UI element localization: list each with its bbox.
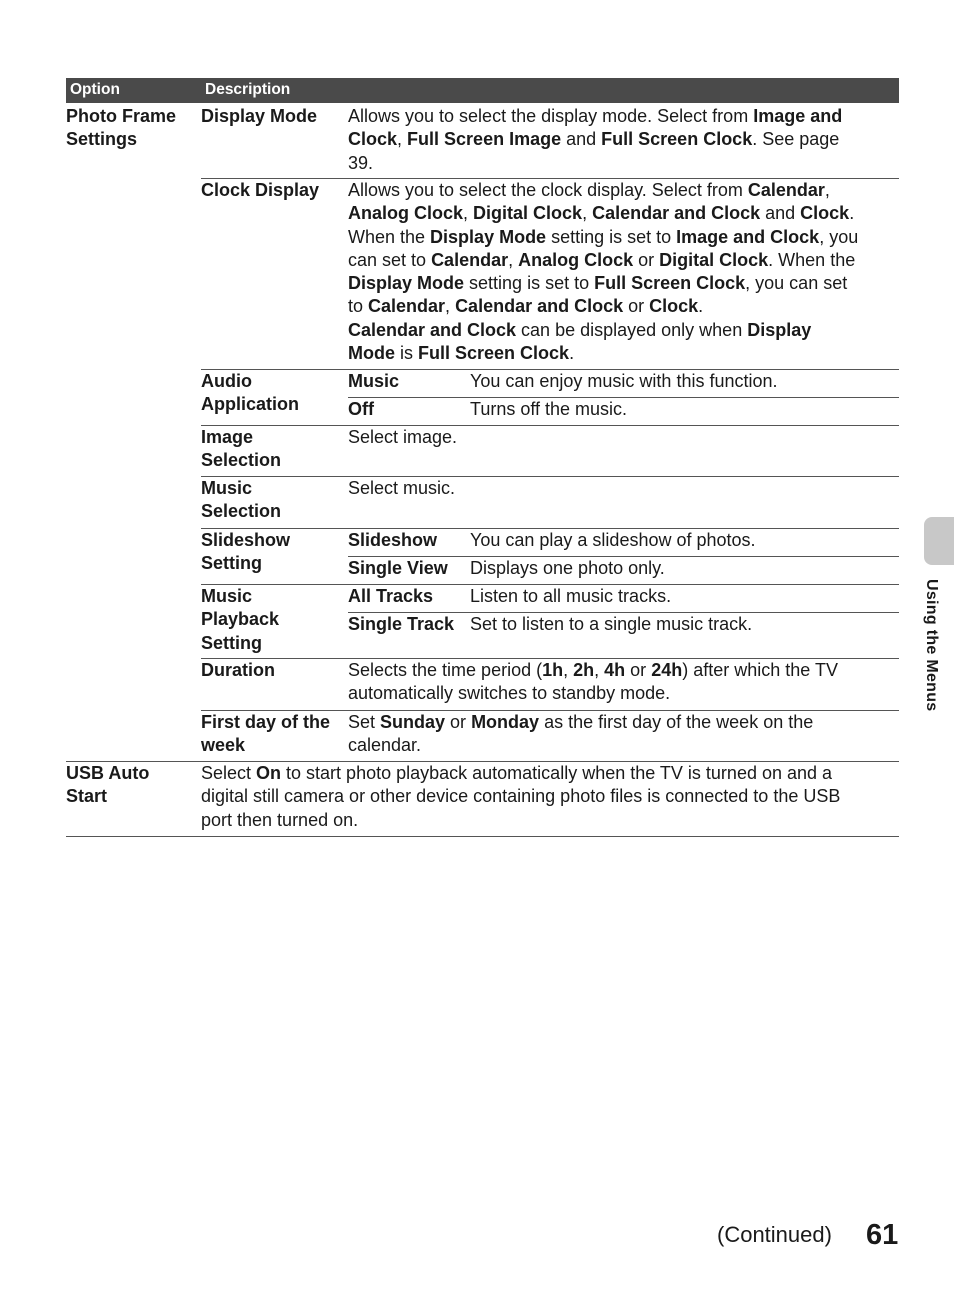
slideshow-option-slideshow: Slideshow [348, 530, 438, 550]
slideshow-option-single-view-desc: Displays one photo only. [470, 558, 665, 578]
display-mode-row [66, 105, 899, 178]
playback-option-all-tracks-desc: Listen to all music tracks. [470, 586, 672, 606]
usb-auto-start-desc: Select On to start photo playback automatically when the TV is turned on and a digital still camera or other device containing photo files is connected to the USB port then turned on. [201, 763, 841, 830]
usb-auto-start-row [66, 762, 899, 836]
audio-option-music: Music [348, 371, 400, 391]
header-option: Option [70, 81, 120, 98]
page-number: 61 [866, 1219, 899, 1251]
audio-option-off-desc: Turns off the music. [470, 399, 628, 419]
duration-desc: Selects the time period (1h, 2h, 4h or 24h) after which the TV automatically switches to standby mode. [348, 660, 838, 704]
usb-auto-start-label: USB Auto Start [66, 763, 150, 807]
divider [66, 836, 899, 837]
image-selection-label: Image Selection [201, 427, 282, 471]
slideshow-setting-label: Slideshow Setting [201, 530, 291, 574]
first-day-desc: Set Sunday or Monday as the first day of the week on the calendar. [348, 712, 814, 756]
audio-option-music-desc: You can enjoy music with this function. [470, 371, 778, 391]
section-tab [924, 517, 954, 565]
audio-option-off: Off [348, 399, 374, 419]
settings-table [66, 78, 899, 830]
continued-label: (Continued) [717, 1222, 832, 1247]
slideshow-setting-row [66, 529, 899, 584]
clock-display-label: Clock Display [201, 180, 320, 200]
duration-row [66, 659, 899, 710]
clock-display-row [66, 179, 899, 369]
section-label: Using the Menus [923, 579, 940, 712]
music-selection-label: Music Selection [201, 478, 282, 522]
clock-display-desc: Allows you to select the clock display. Select from Calendar, Analog Clock, Digital Clock, Calendar and Clock and Clock. When the Display Mode setting is set to Image and Clock, you can set to Calendar, Analog Clock or Digital Clock. When the Display Mode setting is set to Full Screen Clock, you can set to Calendar, Calendar and Clock or Clock. Calendar and Clock can be displayed only when Display Mode is Full Screen Clock. [348, 180, 859, 364]
first-day-label: First day of the week [201, 712, 331, 756]
music-playback-row [66, 585, 899, 658]
duration-label: Duration [201, 660, 275, 680]
display-mode-desc: Allows you to select the display mode. Select from Image and Clock, Full Screen Image and Full Screen Clock. See page 39. [348, 106, 843, 173]
first-day-row [66, 711, 899, 761]
table-header [66, 78, 899, 103]
image-selection-row [66, 426, 899, 476]
playback-option-single-track: Single Track [348, 614, 455, 634]
playback-option-single-track-desc: Set to listen to a single music track. [470, 614, 753, 634]
audio-application-label: Audio Application [201, 371, 299, 415]
image-selection-desc: Select image. [348, 427, 458, 447]
display-mode-label: Display Mode [201, 106, 318, 126]
header-description: Description [205, 81, 291, 98]
slideshow-option-single-view: Single View [348, 558, 448, 578]
audio-application-row [66, 370, 899, 425]
music-selection-row [66, 477, 899, 528]
music-playback-label: Music Playback Setting [201, 586, 280, 653]
playback-option-all-tracks: All Tracks [348, 586, 434, 606]
music-selection-desc: Select music. [348, 478, 456, 498]
photo-frame-option: Photo Frame Settings [66, 106, 177, 150]
slideshow-option-slideshow-desc: You can play a slideshow of photos. [470, 530, 756, 550]
